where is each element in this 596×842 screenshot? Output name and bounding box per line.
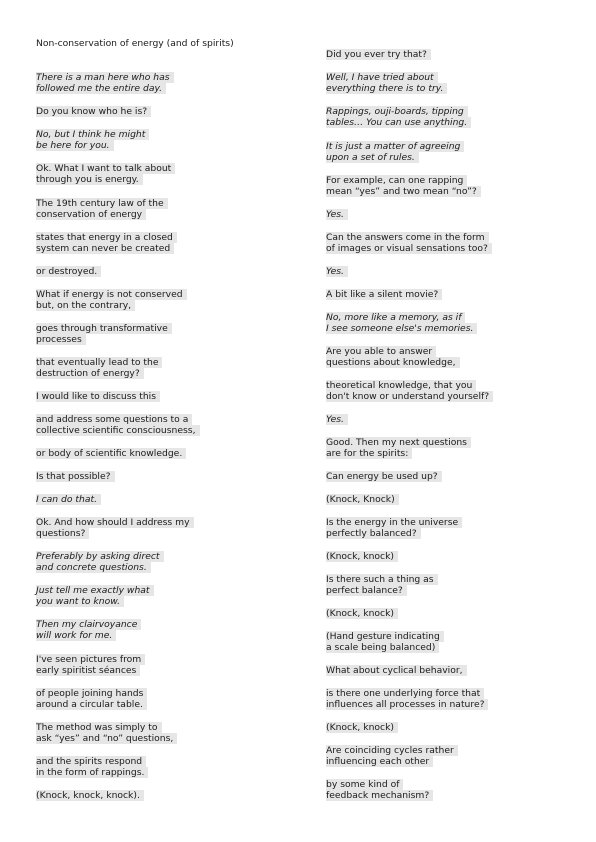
highlighted-text: (Knock, knock, knock). <box>36 790 144 801</box>
text-line <box>326 391 493 402</box>
question-text <box>36 688 147 711</box>
spirit-response <box>326 312 477 335</box>
question-text <box>326 517 462 540</box>
text-line <box>36 266 101 277</box>
highlighted-text: but, on the contrary, <box>36 300 135 311</box>
text-line <box>36 756 148 767</box>
text-line <box>326 517 462 528</box>
question-text <box>36 471 115 482</box>
question-text <box>326 175 481 198</box>
text-line <box>326 72 447 83</box>
highlighted-text: Just tell me exactly what <box>36 585 154 596</box>
text-line <box>326 528 462 539</box>
question-text <box>36 163 175 186</box>
text-line <box>326 152 464 163</box>
text-line <box>326 779 433 790</box>
question-text <box>326 779 433 802</box>
page-title: Non-conservation of energy (and of spirits) <box>36 38 234 49</box>
text-line <box>326 471 442 482</box>
text-line <box>326 448 471 459</box>
text-line <box>326 266 348 277</box>
highlighted-text: influencing each other <box>326 756 433 767</box>
highlighted-text: collective scientific consciousness, <box>36 425 200 436</box>
highlighted-text: Are coinciding cycles rather <box>326 745 458 756</box>
highlighted-text: Yes. <box>326 266 348 277</box>
text-line <box>326 380 493 391</box>
text-line <box>326 574 438 585</box>
highlighted-text: you want to know. <box>36 596 124 607</box>
highlighted-text: by some kind of <box>326 779 403 790</box>
text-line <box>36 289 187 300</box>
highlighted-text: A bit like a silent movie? <box>326 289 442 300</box>
question-text <box>36 106 151 117</box>
highlighted-text: Preferably by asking direct <box>36 551 164 562</box>
text-line <box>36 471 115 482</box>
text-line <box>36 72 174 83</box>
question-text <box>326 608 398 619</box>
highlighted-text: processes <box>36 334 86 345</box>
text-line <box>326 106 471 117</box>
spirit-response <box>36 551 164 574</box>
question-text <box>36 266 101 277</box>
question-text <box>326 289 442 300</box>
question-text <box>326 346 460 369</box>
text-line <box>326 232 492 243</box>
text-line <box>326 790 433 801</box>
text-line <box>326 186 481 197</box>
text-line <box>36 767 148 778</box>
highlighted-text: No, but I think he might <box>36 129 149 140</box>
spirit-response <box>36 619 141 642</box>
highlighted-text: (Knock, Knock) <box>326 494 399 505</box>
question-text <box>326 494 399 505</box>
question-text <box>36 448 186 459</box>
highlighted-text: Do you know who he is? <box>36 106 151 117</box>
text-line <box>326 289 442 300</box>
highlighted-text: or destroyed. <box>36 266 101 277</box>
text-line <box>36 699 147 710</box>
highlighted-text: Is the energy in the universe <box>326 517 462 528</box>
text-line <box>36 585 154 596</box>
highlighted-text: early spiritist séances <box>36 665 140 676</box>
highlighted-text: Can the answers come in the form <box>326 232 489 243</box>
highlighted-text: or body of scientific knowledge. <box>36 448 186 459</box>
text-line <box>36 83 174 94</box>
text-line <box>326 688 488 699</box>
highlighted-text: questions about knowledge, <box>326 357 460 368</box>
highlighted-text: (Hand gesture indicating <box>326 631 444 642</box>
text-line <box>326 722 398 733</box>
question-text <box>36 654 145 677</box>
text-line <box>36 630 141 641</box>
text-line <box>36 174 175 185</box>
text-line <box>36 106 151 117</box>
text-line <box>326 346 460 357</box>
highlighted-text: The method was simply to <box>36 722 162 733</box>
text-line <box>36 551 164 562</box>
text-line <box>36 722 177 733</box>
spirit-response <box>36 129 149 152</box>
text-line <box>326 437 471 448</box>
highlighted-text: around a circular table. <box>36 699 147 710</box>
highlighted-text: system can never be created <box>36 243 174 254</box>
text-line <box>326 642 444 653</box>
highlighted-text: a scale being balanced) <box>326 642 439 653</box>
highlighted-text: Did you ever try that? <box>326 49 431 60</box>
text-line <box>36 323 172 334</box>
highlighted-text: (Knock, knock) <box>326 608 398 619</box>
text-line <box>36 243 177 254</box>
highlighted-text: destruction of energy? <box>36 368 144 379</box>
text-line <box>326 608 398 619</box>
highlighted-text: and the spirits respond <box>36 756 146 767</box>
question-text <box>326 688 488 711</box>
question-text <box>326 380 493 403</box>
highlighted-text: It is just a matter of agreeing <box>326 141 464 152</box>
highlighted-text: in the form of rappings. <box>36 767 148 778</box>
highlighted-text: influences all processes in nature? <box>326 699 488 710</box>
text-line <box>36 140 149 151</box>
question-text <box>326 574 438 597</box>
question-text <box>326 722 398 733</box>
question-text <box>36 357 162 380</box>
text-line <box>36 425 200 436</box>
highlighted-text: (Knock, knock) <box>326 722 398 733</box>
highlighted-text: I would like to discuss this <box>36 391 160 402</box>
highlighted-text: questions? <box>36 528 89 539</box>
highlighted-text: Good. Then my next questions <box>326 437 471 448</box>
text-line <box>36 654 145 665</box>
highlighted-text: don't know or understand yourself? <box>326 391 493 402</box>
question-text <box>36 323 172 346</box>
text-line <box>36 414 200 425</box>
spirit-response <box>326 414 348 425</box>
highlighted-text: of images or visual sensations too? <box>326 243 492 254</box>
question-text <box>36 289 187 312</box>
highlighted-text: There is a man here who has <box>36 72 174 83</box>
highlighted-text: perfect balance? <box>326 585 407 596</box>
highlighted-text: and concrete questions. <box>36 562 151 573</box>
text-line <box>36 665 145 676</box>
text-line <box>36 494 101 505</box>
highlighted-text: Ok. What I want to talk about <box>36 163 175 174</box>
text-line <box>326 83 447 94</box>
highlighted-text: Rappings, ouji-boards, tipping <box>326 106 468 117</box>
highlighted-text: Is there such a thing as <box>326 574 438 585</box>
text-line <box>326 175 481 186</box>
question-text <box>36 517 194 540</box>
highlighted-text: Then my clairvoyance <box>36 619 141 630</box>
question-text <box>36 756 148 779</box>
text-line <box>36 198 168 209</box>
highlighted-text: states that energy in a closed <box>36 232 177 243</box>
highlighted-text: I've seen pictures from <box>36 654 145 665</box>
text-line <box>326 665 467 676</box>
highlighted-text: What about cyclical behavior, <box>326 665 467 676</box>
highlighted-text: through you is energy. <box>36 174 143 185</box>
text-line <box>36 688 147 699</box>
question-text <box>326 437 471 460</box>
question-text <box>326 551 398 562</box>
question-text <box>36 790 144 801</box>
text-line <box>36 562 164 573</box>
question-text <box>36 722 177 745</box>
text-line <box>36 528 194 539</box>
spirit-response <box>326 209 348 220</box>
highlighted-text: Well, I have tried about <box>326 72 438 83</box>
question-text <box>326 631 444 654</box>
spirit-response <box>326 72 447 95</box>
text-line <box>36 209 168 220</box>
text-line <box>326 357 460 368</box>
highlighted-text: (Knock, knock) <box>326 551 398 562</box>
text-line <box>36 129 149 140</box>
highlighted-text: ask “yes” and “no” questions, <box>36 733 177 744</box>
question-text <box>326 232 492 255</box>
spirit-response <box>326 141 464 164</box>
text-line <box>326 323 477 334</box>
highlighted-text: is there one underlying force that <box>326 688 484 699</box>
highlighted-text: will work for me. <box>36 630 116 641</box>
highlighted-text: and address some questions to a <box>36 414 192 425</box>
highlighted-text: of people joining hands <box>36 688 147 699</box>
question-text <box>326 471 442 482</box>
highlighted-text: Is that possible? <box>36 471 115 482</box>
text-line <box>36 163 175 174</box>
question-text <box>36 391 160 402</box>
highlighted-text: followed me the entire day. <box>36 83 166 94</box>
question-text <box>36 232 177 255</box>
text-line <box>326 631 444 642</box>
text-line <box>326 699 488 710</box>
highlighted-text: Yes. <box>326 209 348 220</box>
highlighted-text: tables… You can use anything. <box>326 117 471 128</box>
highlighted-text: Yes. <box>326 414 348 425</box>
text-line <box>36 300 187 311</box>
highlighted-text: For example, can one rapping <box>326 175 467 186</box>
highlighted-text: I can do that. <box>36 494 101 505</box>
text-line <box>36 596 154 607</box>
text-line <box>326 756 458 767</box>
highlighted-text: that eventually lead to the <box>36 357 162 368</box>
text-line <box>326 414 348 425</box>
text-line <box>326 312 477 323</box>
highlighted-text: Can energy be used up? <box>326 471 442 482</box>
highlighted-text: feedback mechanism? <box>326 790 433 801</box>
highlighted-text: The 19th century law of the <box>36 198 168 209</box>
text-line <box>326 209 348 220</box>
text-line <box>326 117 471 128</box>
text-line <box>326 243 492 254</box>
highlighted-text: mean “yes” and two mean “no”? <box>326 186 481 197</box>
text-line <box>36 790 144 801</box>
text-line <box>326 551 398 562</box>
highlighted-text: upon a set of rules. <box>326 152 419 163</box>
text-line <box>36 517 194 528</box>
highlighted-text: No, more like a memory, as if <box>326 312 465 323</box>
question-text <box>326 745 458 768</box>
text-line <box>326 49 431 60</box>
text-line <box>36 368 162 379</box>
highlighted-text: be here for you. <box>36 140 114 151</box>
text-line <box>36 619 141 630</box>
spirit-response <box>36 72 174 95</box>
text-line <box>36 448 186 459</box>
highlighted-text: goes through transformative <box>36 323 172 334</box>
highlighted-text: Are you able to answer <box>326 346 436 357</box>
highlighted-text: are for the spirits: <box>326 448 412 459</box>
text-line <box>36 357 162 368</box>
highlighted-text: I see someone else's memories. <box>326 323 477 334</box>
highlighted-text: perfectly balanced? <box>326 528 421 539</box>
text-line <box>326 494 399 505</box>
text-line <box>36 232 177 243</box>
text-line <box>326 141 464 152</box>
highlighted-text: everything there is to try. <box>326 83 447 94</box>
text-line <box>326 745 458 756</box>
text-line <box>36 733 177 744</box>
spirit-response <box>326 266 348 277</box>
spirit-response <box>326 106 471 129</box>
highlighted-text: What if energy is not conserved <box>36 289 187 300</box>
question-text <box>326 49 431 60</box>
highlighted-text: Ok. And how should I address my <box>36 517 194 528</box>
highlighted-text: conservation of energy <box>36 209 146 220</box>
question-text <box>36 198 168 221</box>
question-text <box>326 665 467 676</box>
question-text <box>36 414 200 437</box>
text-line <box>36 391 160 402</box>
text-line <box>36 334 172 345</box>
highlighted-text: theoretical knowledge, that you <box>326 380 476 391</box>
text-line <box>326 585 438 596</box>
spirit-response <box>36 585 154 608</box>
spirit-response <box>36 494 101 505</box>
